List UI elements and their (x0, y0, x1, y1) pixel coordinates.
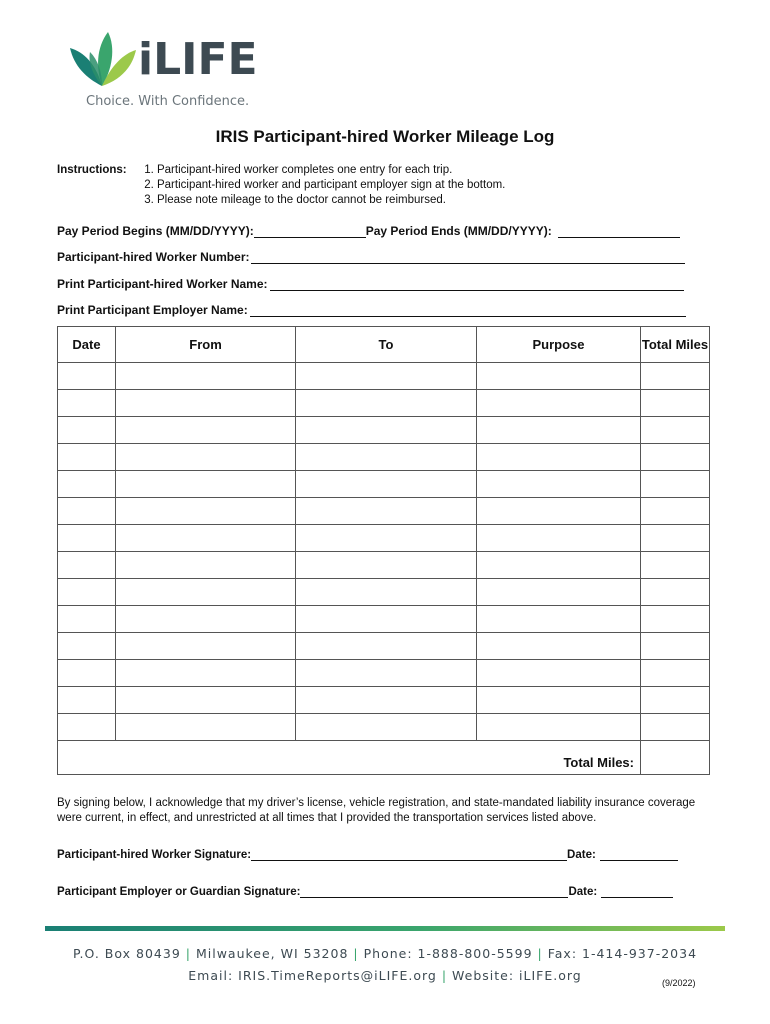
miles-cell[interactable] (641, 579, 710, 606)
worker-number-row (57, 250, 685, 264)
date-cell[interactable] (58, 552, 116, 579)
date-cell[interactable] (58, 606, 116, 633)
miles-cell[interactable] (641, 552, 710, 579)
miles-cell[interactable] (641, 606, 710, 633)
pay-period-ends-field[interactable] (558, 225, 680, 238)
from-cell[interactable] (116, 444, 296, 471)
footer-separator: | (441, 968, 448, 983)
table-row (58, 660, 710, 687)
revision-date: (9/2022) (662, 978, 696, 988)
worker-name-row (57, 277, 684, 291)
miles-cell[interactable] (641, 417, 710, 444)
date-cell[interactable] (58, 471, 116, 498)
from-cell[interactable] (116, 390, 296, 417)
brand-tagline: Choice. With Confidence. (86, 94, 250, 109)
to-cell[interactable] (296, 417, 477, 444)
to-cell[interactable] (296, 552, 477, 579)
to-cell[interactable] (296, 687, 477, 714)
table-row (58, 471, 710, 498)
from-cell[interactable] (116, 687, 296, 714)
from-cell[interactable] (116, 606, 296, 633)
footer-separator: | (185, 946, 191, 961)
purpose-cell[interactable] (477, 525, 641, 552)
date-cell[interactable] (58, 390, 116, 417)
to-cell[interactable] (296, 498, 477, 525)
purpose-cell[interactable] (477, 687, 641, 714)
instruction-item: 1. Participant-hired worker completes one entry for each trip. (144, 164, 453, 176)
date-cell[interactable] (58, 714, 116, 741)
from-cell[interactable] (116, 363, 296, 390)
table-body (58, 363, 710, 741)
from-cell[interactable] (116, 525, 296, 552)
footer-phone: Phone: 1-888-800-5599 (363, 946, 533, 961)
worker-date-field[interactable] (600, 848, 678, 861)
to-cell[interactable] (296, 660, 477, 687)
table-row (58, 552, 710, 579)
pay-period-begins-label: Pay Period Begins (MM/DD/YYYY): (57, 224, 254, 238)
table-row (58, 633, 710, 660)
header-from: From (116, 327, 296, 363)
worker-signature-row (57, 848, 678, 861)
to-cell[interactable] (296, 633, 477, 660)
from-cell[interactable] (116, 660, 296, 687)
footer-web-line (0, 968, 770, 983)
table-row (58, 390, 710, 417)
table-row (58, 498, 710, 525)
date-cell[interactable] (58, 687, 116, 714)
employer-name-label: Print Participant Employer Name: (57, 303, 248, 317)
header-date: Date (58, 327, 116, 363)
instruction-item: 2. Participant-hired worker and participant employer sign at the bottom. (144, 179, 506, 191)
purpose-cell[interactable] (477, 444, 641, 471)
employer-signature-row (57, 885, 673, 898)
miles-cell[interactable] (641, 444, 710, 471)
to-cell[interactable] (296, 579, 477, 606)
worker-signature-label: Participant-hired Worker Signature: (57, 849, 252, 861)
footer-website[interactable]: Website: iLIFE.org (452, 968, 582, 983)
table-row (58, 714, 710, 741)
instruction-item: 3. Please note mileage to the doctor cannot be reimbursed. (144, 194, 446, 206)
purpose-cell[interactable] (477, 363, 641, 390)
table-row (58, 363, 710, 390)
miles-cell[interactable] (641, 525, 710, 552)
to-cell[interactable] (296, 471, 477, 498)
worker-number-field[interactable] (251, 251, 685, 264)
date-cell[interactable] (58, 525, 116, 552)
instructions (57, 163, 505, 208)
employer-name-row (57, 303, 686, 317)
footer-city: Milwaukee, WI 53208 (195, 946, 349, 961)
to-cell[interactable] (296, 525, 477, 552)
purpose-cell[interactable] (477, 633, 641, 660)
to-cell[interactable] (296, 444, 477, 471)
header-purpose: Purpose (477, 327, 641, 363)
ilife-logo (66, 28, 256, 112)
employer-signature-field[interactable] (300, 885, 568, 898)
from-cell[interactable] (116, 417, 296, 444)
total-miles-cell[interactable] (641, 741, 710, 775)
employer-date-field[interactable] (601, 885, 673, 898)
date-cell[interactable] (58, 633, 116, 660)
table-row (58, 687, 710, 714)
miles-cell[interactable] (641, 471, 710, 498)
footer-divider (45, 926, 725, 931)
miles-cell[interactable] (641, 363, 710, 390)
instructions-list (144, 163, 505, 208)
footer-contact-line (0, 946, 770, 961)
header-to: To (296, 327, 477, 363)
miles-cell[interactable] (641, 714, 710, 741)
date-cell[interactable] (58, 579, 116, 606)
miles-cell[interactable] (641, 687, 710, 714)
instructions-label: Instructions: (57, 164, 127, 176)
page-title: IRIS Participant-hired Worker Mileage Log (215, 127, 555, 146)
pay-period-begins-field[interactable] (254, 225, 366, 238)
table-row (58, 525, 710, 552)
to-cell[interactable] (296, 714, 477, 741)
brand-name: iLIFE (138, 34, 258, 85)
from-cell[interactable] (116, 579, 296, 606)
miles-cell[interactable] (641, 633, 710, 660)
worker-name-label: Print Participant-hired Worker Name: (57, 277, 268, 291)
worker-date-label: Date: (567, 849, 596, 861)
date-cell[interactable] (58, 363, 116, 390)
worker-signature-field[interactable] (251, 848, 567, 861)
to-cell[interactable] (296, 363, 477, 390)
leaf-logo-icon (66, 28, 138, 92)
worker-name-field[interactable] (270, 278, 684, 291)
table-row (58, 444, 710, 471)
from-cell[interactable] (116, 714, 296, 741)
pay-period-ends-label: Pay Period Ends (MM/DD/YYYY): (365, 224, 552, 238)
date-cell[interactable] (58, 444, 116, 471)
footer-separator: | (353, 946, 359, 961)
table-row (58, 417, 710, 444)
employer-signature-label: Participant Employer or Guardian Signature: (57, 886, 301, 898)
miles-cell[interactable] (641, 498, 710, 525)
purpose-cell[interactable] (477, 417, 641, 444)
purpose-cell[interactable] (477, 714, 641, 741)
purpose-cell[interactable] (477, 579, 641, 606)
employer-date-label: Date: (568, 886, 598, 898)
from-cell[interactable] (116, 552, 296, 579)
from-cell[interactable] (116, 633, 296, 660)
from-cell[interactable] (116, 498, 296, 525)
purpose-cell[interactable] (477, 471, 641, 498)
header-total-miles: Total Miles (641, 327, 710, 363)
employer-name-field[interactable] (250, 304, 686, 317)
mileage-table (57, 326, 710, 775)
purpose-cell[interactable] (477, 498, 641, 525)
table-row (58, 606, 710, 633)
purpose-cell[interactable] (477, 390, 641, 417)
purpose-cell[interactable] (477, 660, 641, 687)
footer-email[interactable]: Email: IRIS.TimeReports@iLIFE.org (188, 968, 437, 983)
miles-cell[interactable] (641, 660, 710, 687)
date-cell[interactable] (58, 660, 116, 687)
date-cell[interactable] (58, 498, 116, 525)
acknowledgement-text: By signing below, I acknowledge that my driver’s license, vehicle registration, and state-mandated liability insurance coverage were current, in effect, and unrestricted at all times that I provided the transportation services listed above. (57, 797, 696, 824)
purpose-cell[interactable] (477, 552, 641, 579)
purpose-cell[interactable] (477, 606, 641, 633)
pay-period-row (57, 224, 680, 238)
total-row (58, 741, 710, 775)
footer-address: P.O. Box 80439 (72, 946, 181, 961)
footer-separator: | (537, 946, 543, 961)
to-cell[interactable] (296, 606, 477, 633)
from-cell[interactable] (116, 471, 296, 498)
total-miles-label: Total Miles: (58, 741, 641, 775)
date-cell[interactable] (58, 417, 116, 444)
table-header-row (58, 327, 710, 363)
worker-number-label: Participant-hired Worker Number: (57, 250, 250, 264)
to-cell[interactable] (296, 390, 477, 417)
miles-cell[interactable] (641, 390, 710, 417)
table-row (58, 579, 710, 606)
footer-fax: Fax: 1-414-937-2034 (547, 946, 698, 961)
